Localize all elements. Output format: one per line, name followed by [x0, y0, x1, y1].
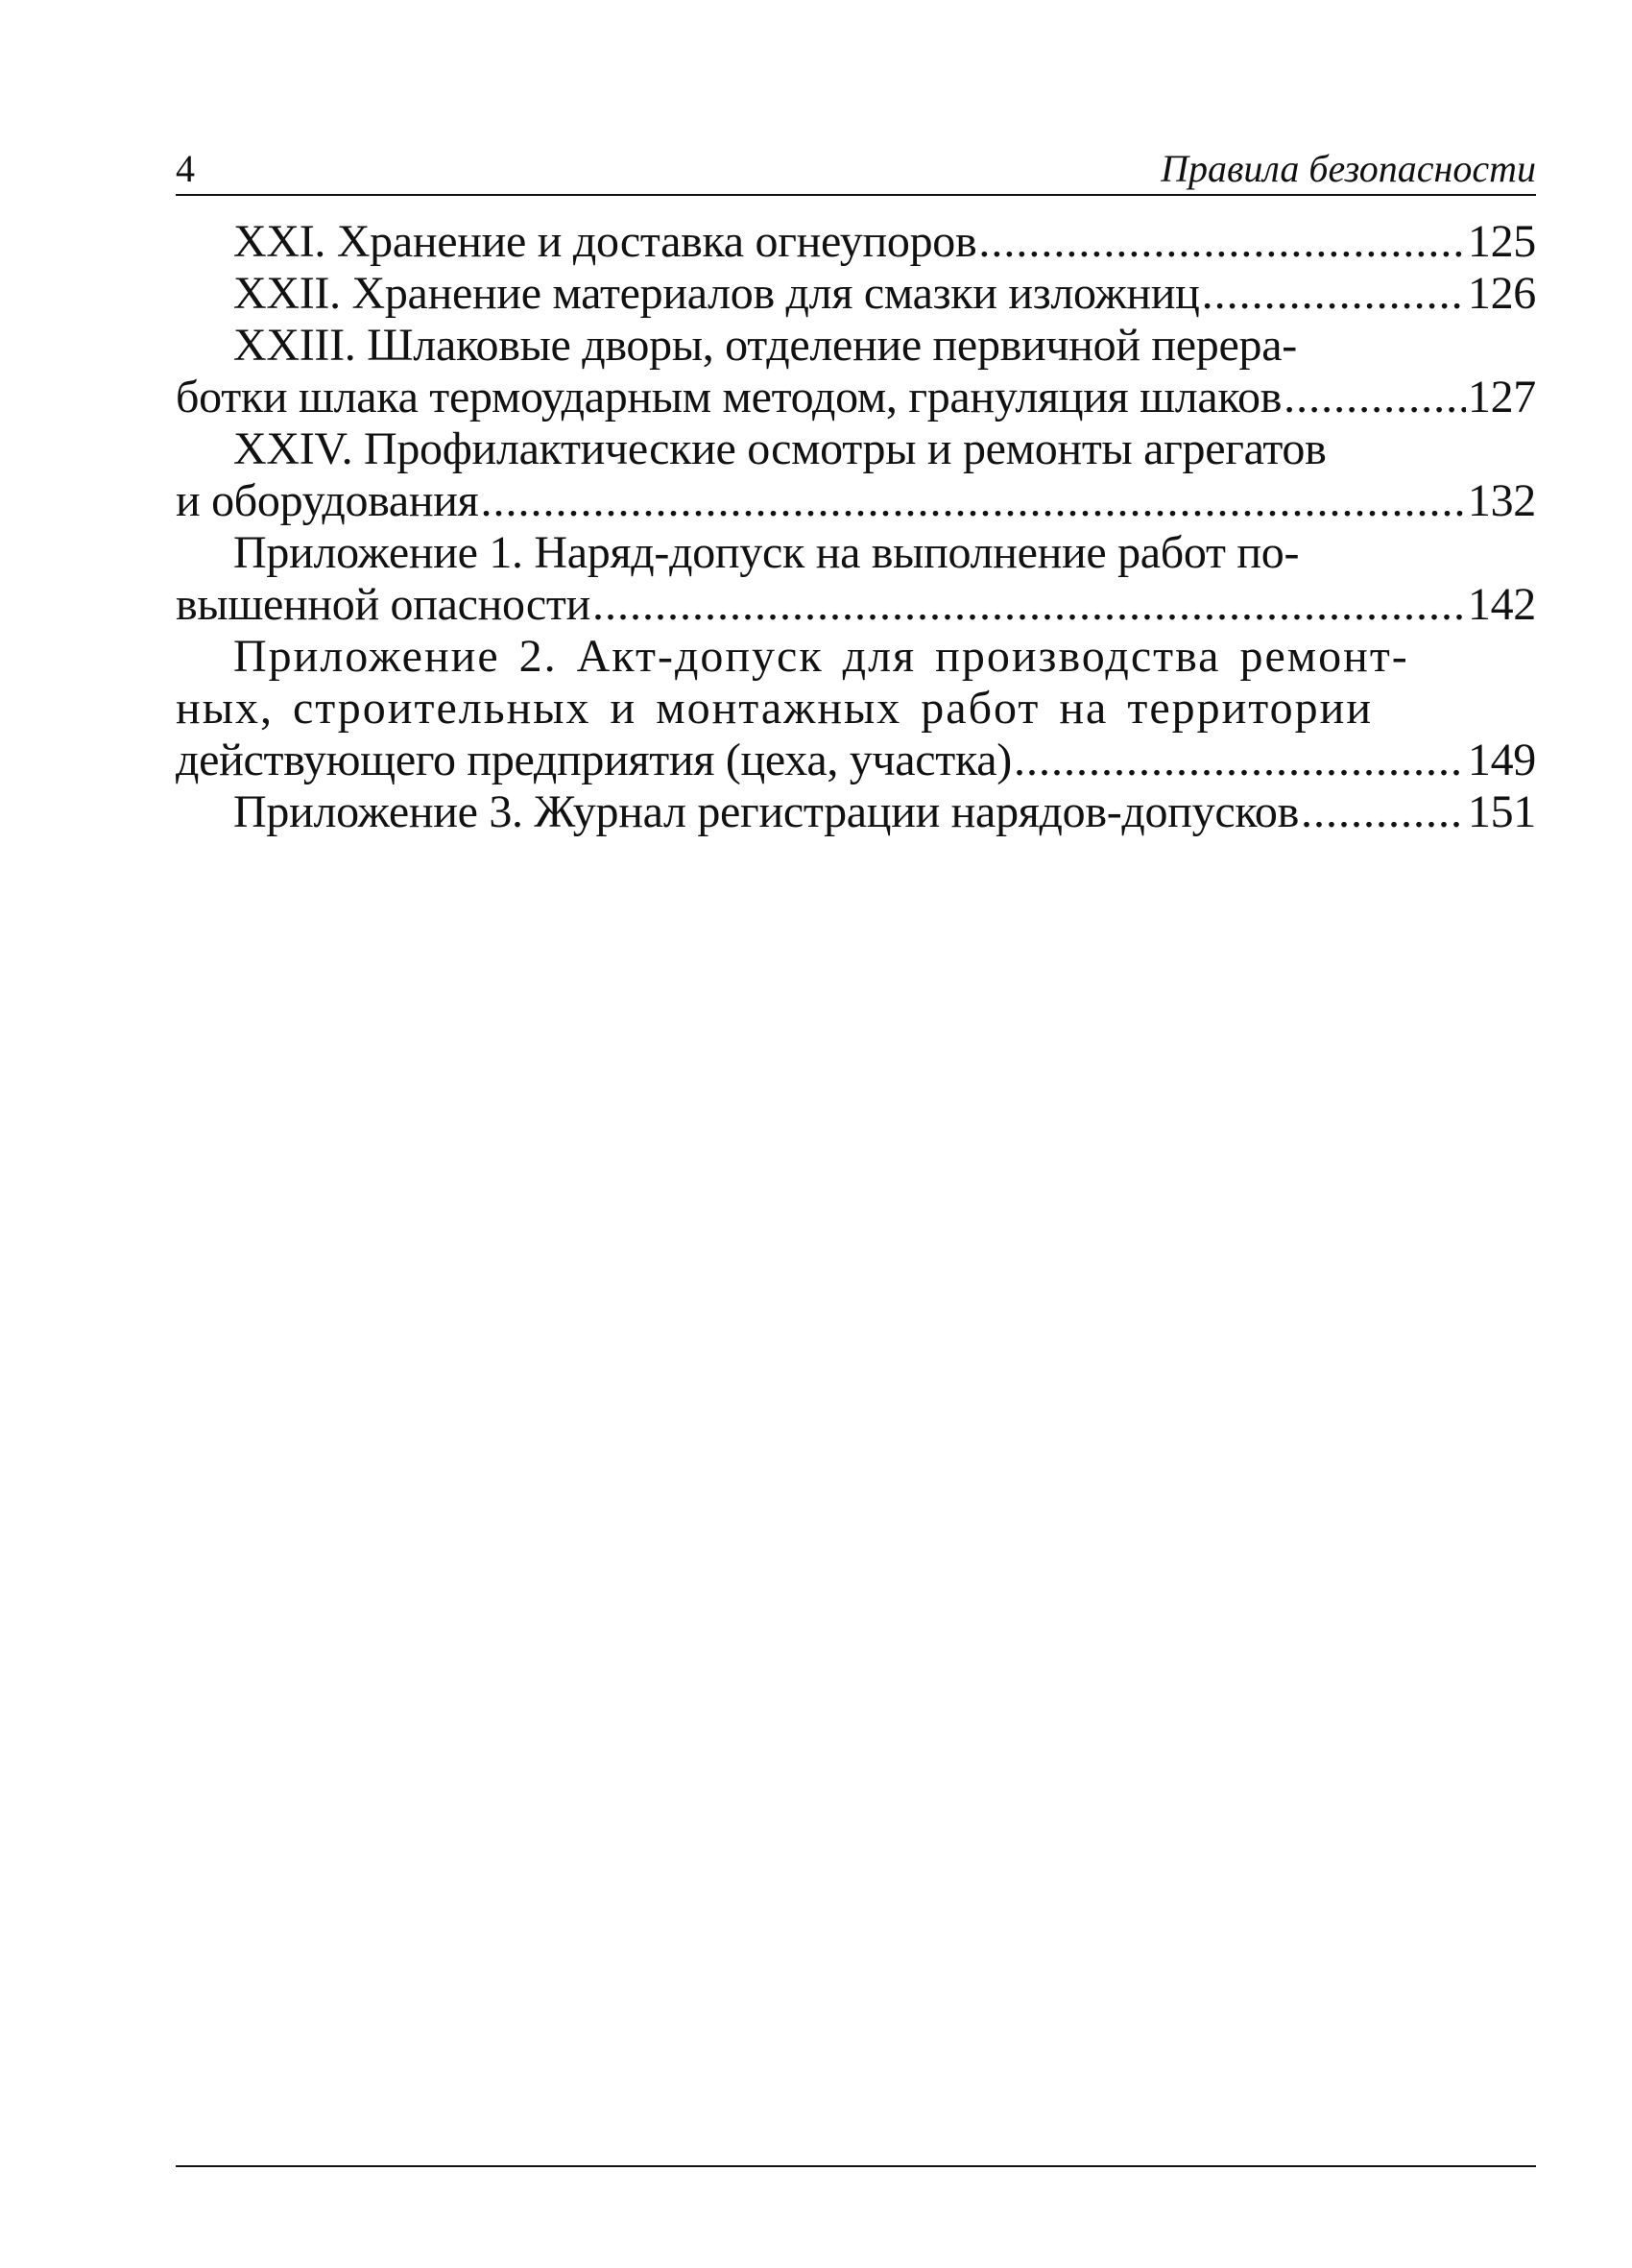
toc-entry-xxiii: [176, 320, 1536, 423]
footer-rule: [176, 2165, 1536, 2167]
toc-entry-line: [176, 216, 1536, 268]
toc-entry-xxiv: [176, 423, 1536, 527]
toc-entry-appendix-2: [176, 631, 1536, 786]
toc-entry-line: ных, строительных и монтажных работ на территории: [176, 683, 1374, 734]
toc-entry-line: [176, 735, 1536, 786]
toc-entry-line: XXIII. Шлаковые дворы, отделение первичной перера-: [233, 320, 1297, 371]
toc-entry-line: XXIV. Профилактические осмотры и ремонты агрегатов: [233, 423, 1327, 474]
table-of-contents: [176, 216, 1536, 838]
toc-page-number: 149: [1467, 735, 1536, 785]
dot-leader: [978, 216, 1466, 268]
toc-entry-line: [176, 475, 1536, 527]
toc-entry-appendix-1: [176, 527, 1536, 631]
toc-entry-line: [176, 579, 1536, 631]
toc-page-number: 127: [1467, 372, 1536, 422]
toc-entry-line: [176, 372, 1536, 423]
toc-entry-text: XXII. Хранение материалов для смазки изложниц: [233, 268, 1200, 319]
toc-page-number: 132: [1467, 475, 1536, 526]
toc-entry-text: ботки шлака термоударным методом, грануляция шлаков: [176, 372, 1283, 422]
dot-leader: [1284, 372, 1466, 423]
toc-page-number: 126: [1467, 268, 1536, 319]
toc-entry-text: действующего предприятия (цеха, участка): [176, 735, 1012, 785]
toc-page-number: 142: [1467, 579, 1536, 630]
toc-entry-line: [176, 786, 1536, 838]
page-header: [176, 144, 1536, 196]
running-title: Правила безопасности: [1161, 147, 1536, 190]
toc-entry-line: [176, 268, 1536, 320]
toc-entry-line: Приложение 2. Акт-допуск для производства ремонт-: [233, 631, 1409, 682]
page-number: 4: [176, 147, 195, 190]
toc-entry-xxii: [176, 268, 1536, 320]
toc-entry-text: Приложение 3. Журнал регистрации нарядов-допусков: [233, 786, 1299, 837]
toc-entry-text: вышенной опасности: [176, 579, 590, 630]
toc-entry-text: XXI. Хранение и доставка огнеупоров: [233, 216, 977, 267]
toc-entry-line: Приложение 1. Наряд-допуск на выполнение работ по-: [233, 527, 1300, 578]
dot-leader: [1202, 268, 1466, 320]
toc-entry-text: и оборудования: [176, 475, 479, 526]
toc-entry-appendix-3: [176, 786, 1536, 838]
toc-page-number: 125: [1467, 216, 1536, 267]
dot-leader: [1301, 786, 1466, 838]
dot-leader: [1014, 735, 1466, 786]
toc-page-number: 151: [1467, 786, 1536, 837]
dot-leader: [480, 475, 1465, 527]
toc-entry-xxi: [176, 216, 1536, 268]
dot-leader: [592, 579, 1466, 631]
